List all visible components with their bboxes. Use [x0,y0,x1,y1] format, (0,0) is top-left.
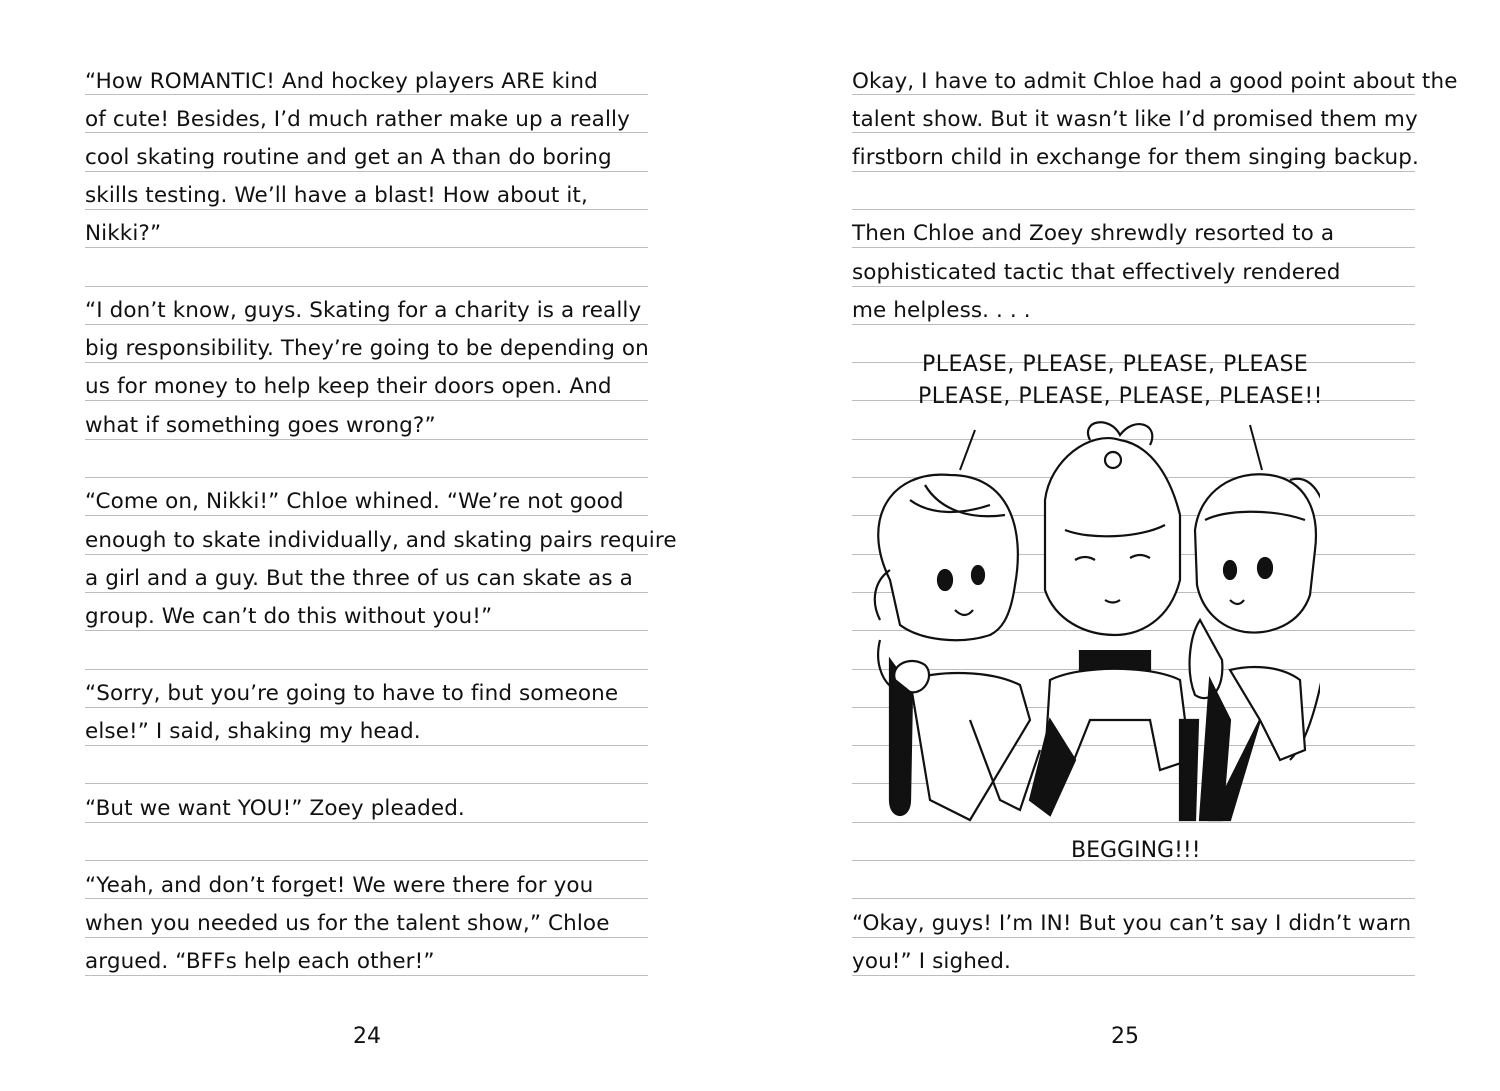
begging-caption: BEGGING!!! [1071,838,1201,863]
ruled-line [852,286,1415,287]
text-line: “But we want YOU!” Zoey pleaded. [85,796,465,821]
ruled-line [85,898,648,899]
ruled-line [85,937,648,938]
text-line: us for money to help keep their doors open. And [85,374,612,399]
ruled-line [85,362,648,363]
text-line: group. We can’t do this without you!” [85,604,493,629]
text-line: “Sorry, but you’re going to have to find someone [85,681,619,706]
text-line: firstborn child in exchange for them singing backup. [852,145,1419,170]
page-number: 25 [1111,1024,1139,1049]
ruled-line [85,669,648,670]
text-line: you!” I sighed. [852,949,1011,974]
speech-text-line-2: PLEASE, PLEASE, PLEASE, PLEASE!! [918,384,1323,409]
ruled-line [85,94,648,95]
ruled-line [85,707,648,708]
right-page [750,0,1500,1091]
text-line: enough to skate individually, and skating pairs require [85,528,677,553]
ruled-line [85,132,648,133]
text-line: what if something goes wrong?” [85,413,436,438]
ruled-line [85,171,648,172]
text-line: of cute! Besides, I’d much rather make up a really [85,107,630,132]
three-girls-begging-illustration [850,420,1320,840]
ruled-line [85,975,648,976]
text-line: skills testing. We’ll have a blast! How about it, [85,183,588,208]
ruled-line [852,247,1415,248]
ruled-line [85,630,648,631]
text-line: a girl and a guy. But the three of us can skate as a [85,566,633,591]
ruled-line [85,247,648,248]
ruled-line [852,975,1415,976]
ruled-line [852,171,1415,172]
text-line: Okay, I have to admit Chloe had a good point about the [852,69,1458,94]
ruled-line [852,94,1415,95]
text-line: me helpless. . . . [852,298,1031,323]
ruled-line [85,860,648,861]
girl-middle [1030,422,1198,820]
ruled-line [85,286,648,287]
ruled-line [85,439,648,440]
text-line: argued. “BFFs help each other!” [85,949,435,974]
ruled-line [852,132,1415,133]
ruled-line [85,783,648,784]
text-line: talent show. But it wasn’t like I’d promised them my [852,107,1418,132]
text-line: else!” I said, shaking my head. [85,719,421,744]
ruled-line [85,745,648,746]
page-number: 24 [353,1024,381,1049]
ruled-line [85,324,648,325]
text-line: sophisticated tactic that effectively rendered [852,260,1341,285]
ruled-line [85,592,648,593]
ruled-line [85,209,648,210]
text-line: Then Chloe and Zoey shrewdly resorted to a [852,221,1335,246]
text-line: “Come on, Nikki!” Chloe whined. “We’re not good [85,489,624,514]
ruled-line [852,209,1415,210]
text-line: “How ROMANTIC! And hockey players ARE kind [85,69,598,94]
ruled-line [85,515,648,516]
ruled-lines-left [85,56,677,986]
ruled-line [852,937,1415,938]
text-line: when you needed us for the talent show,” Chloe [85,911,610,936]
girl-left [875,475,1040,820]
ruled-line [852,324,1415,325]
text-line: “Okay, guys! I’m IN! But you can’t say I didn’t warn [852,911,1412,936]
ruled-line [85,400,648,401]
text-line: “I don’t know, guys. Skating for a charity is a really [85,298,642,323]
text-line: big responsibility. They’re going to be depending on [85,336,649,361]
text-line: cool skating routine and get an A than do boring [85,145,612,170]
ruled-line [852,898,1415,899]
girl-right [1190,474,1320,820]
text-line: Nikki?” [85,221,162,246]
ruled-line [85,822,648,823]
text-line: “Yeah, and don’t forget! We were there for you [85,873,594,898]
ruled-line [85,554,648,555]
ruled-line [85,477,648,478]
speech-text-line-1: PLEASE, PLEASE, PLEASE, PLEASE [922,352,1309,377]
